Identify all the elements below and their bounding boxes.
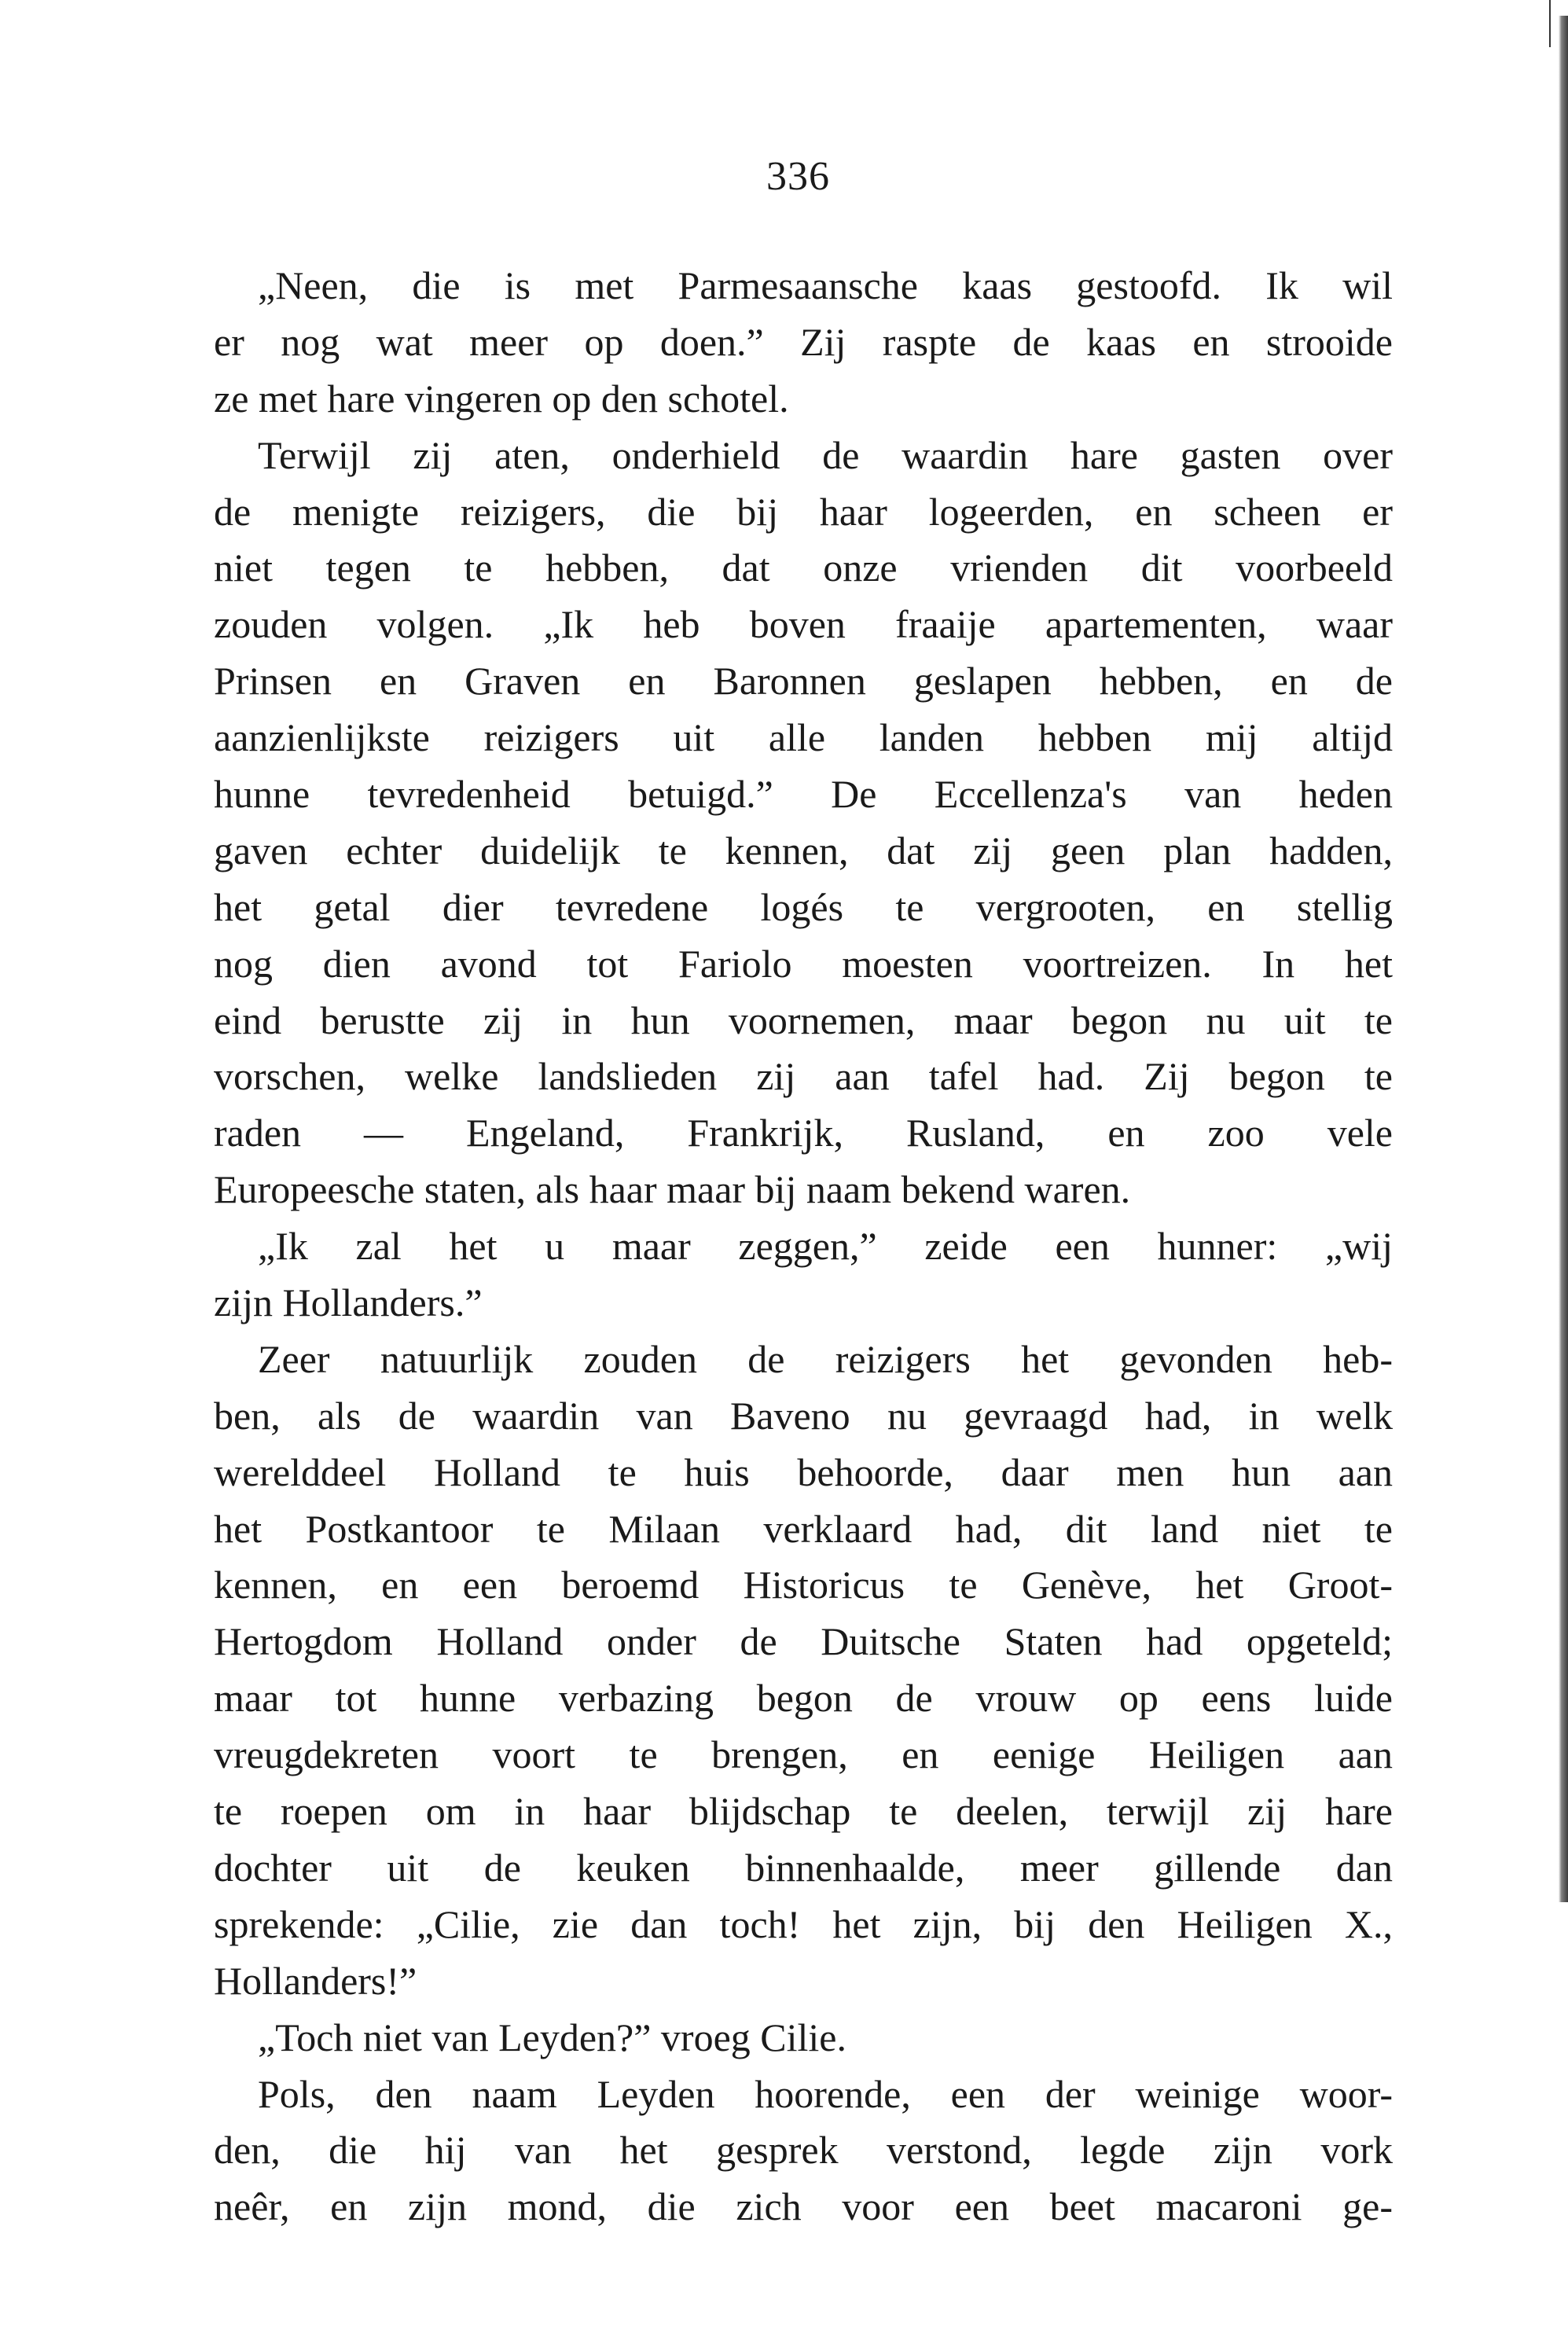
text-line: er nog wat meer op doen.” Zij raspte de kaas en strooide [214, 319, 1393, 364]
text-line: maar tot hunne verbazing begon de vrouw op eens luide [214, 1676, 1393, 1721]
text-line: „Neen, die is met Parmesaansche kaas gestoofd. Ik wil [258, 263, 1393, 307]
text-line: Prinsen en Graven en Baronnen geslapen hebben, en de [214, 659, 1393, 703]
text-line: Zeer natuurlijk zouden de reizigers het gevonden heb- [258, 1336, 1393, 1381]
text-line: Hollanders!” [214, 1958, 417, 2003]
text-line: sprekende: „Cilie, zie dan toch! het zijn, bij den Heiligen X., [214, 1901, 1393, 1946]
page-edge-shadow [1559, 16, 1568, 1902]
text-line: eind berustte zij in hun voornemen, maar begon nu uit te [214, 997, 1393, 1042]
text-line: „Ik zal het u maar zeggen,” zeide een hunner: „wij [258, 1224, 1393, 1269]
body-text [214, 258, 1393, 2235]
text-line: zouden volgen. „Ik heb boven fraaije apartementen, waar [214, 602, 1393, 647]
page-number: 336 [766, 154, 830, 199]
text-line: Europeesche staten, als haar maar bij naam bekend waren. [214, 1167, 1131, 1212]
text-line: de menigte reizigers, die bij haar logeerden, en scheen er [214, 489, 1393, 534]
text-line: Hertogdom Holland onder de Duitsche Staten had opgeteld; [214, 1619, 1393, 1664]
text-line: niet tegen te hebben, dat onze vrienden dit voorbeeld [214, 546, 1393, 590]
text-line: Pols, den naam Leyden hoorende, een der weinige woor- [258, 2071, 1393, 2116]
text-line: neêr, en zijn mond, die zich voor een beet macaroni ge- [214, 2184, 1393, 2229]
text-line: den, die hij van het gesprek verstond, legde zijn vork [214, 2128, 1393, 2173]
text-line: kennen, en een beroemd Historicus te Genève, het Groot- [214, 1563, 1393, 1607]
text-line: werelddeel Holland te huis behoorde, daar men hun aan [214, 1449, 1393, 1494]
text-line: vreugdekreten voort te brengen, en eenige Heiligen aan [214, 1732, 1393, 1777]
text-line: vorschen, welke landslieden zij aan tafel had. Zij begon te [214, 1054, 1393, 1099]
text-line: hunne tevredenheid betuigd.” De Eccellenza's van heden [214, 772, 1393, 817]
text-line: nog dien avond tot Fariolo moesten voortreizen. In het [214, 941, 1393, 986]
text-line: dochter uit de keuken binnenhaalde, meer gillende dan [214, 1845, 1393, 1890]
text-line: raden — Engeland, Frankrijk, Rusland, en zoo vele [214, 1111, 1393, 1155]
text-line: ze met hare vingeren op den schotel. [214, 376, 789, 421]
page-edge-mark [1549, 0, 1551, 47]
text-line: gaven echter duidelijk te kennen, dat zij geen plan hadden, [214, 828, 1393, 872]
text-line: aanzienlijkste reizigers uit alle landen hebben mij altijd [214, 715, 1393, 760]
text-line: zijn Hollanders.” [214, 1280, 483, 1325]
text-line: het Postkantoor te Milaan verklaard had, dit land niet te [214, 1506, 1393, 1551]
text-line: Terwijl zij aten, onderhield de waardin hare gasten over [258, 432, 1393, 477]
text-line: „Toch niet van Leyden?” vroeg Cilie. [258, 2015, 846, 2059]
text-line: te roepen om in haar blijdschap te deelen, terwijl zij hare [214, 1789, 1393, 1834]
text-line: ben, als de waardin van Baveno nu gevraagd had, in welk [214, 1393, 1393, 1438]
text-line: het getal dier tevredene logés te vergrooten, en stellig [214, 884, 1393, 929]
